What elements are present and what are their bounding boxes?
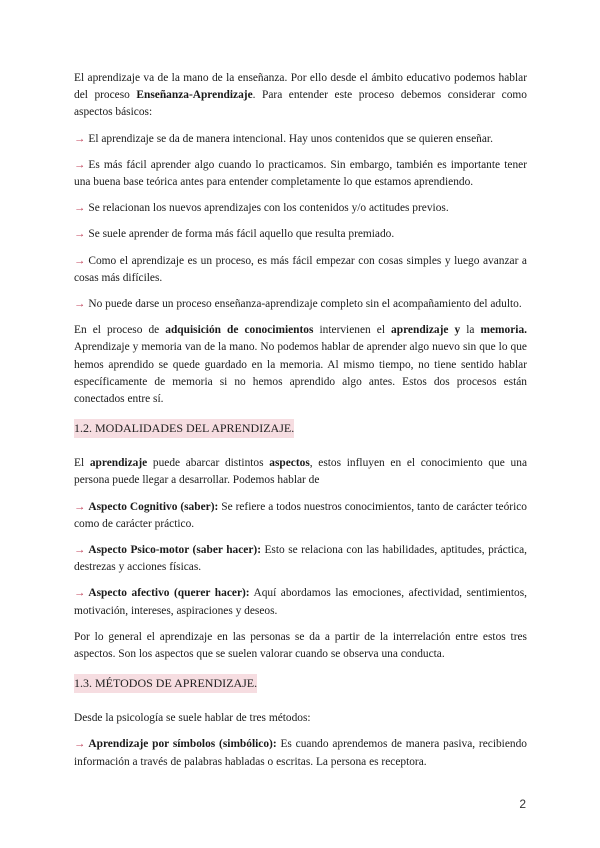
arrow-icon: →: [74, 254, 86, 267]
modalidades-intro: El aprendizaje puede abarcar distintos aspectos, estos influyen en el conocimiento que una persona puede llegar a desarrollar. Podemos hablar de: [74, 457, 527, 487]
method-item: → Aprendizaje por símbolos (simbólico): Es cuando aprendemos de manera pasiva, recibiendo información a través de palabras habladas o escritas. La persona es receptora.: [74, 738, 527, 768]
document-page: [74, 70, 527, 780]
arrow-icon: →: [74, 587, 86, 600]
aspect-item: → Aspecto Cognitivo (saber): Se refiere a todos nuestros conocimientos, tanto de carácter teórico como de carácter práctico.: [74, 500, 527, 530]
arrow-icon: →: [74, 228, 86, 241]
bullet-item: → Se suele aprender de forma más fácil aquello que resulta premiado.: [74, 228, 395, 241]
bullet-item: → Es más fácil aprender algo cuando lo practicamos. Sin embargo, también es importante tener una buena base teórica antes para entender completamente lo que estamos aprendiendo.: [74, 158, 527, 189]
bullet-item: → No puede darse un proceso enseñanza-aprendizaje completo sin el acompañamiento del adulto.: [74, 298, 522, 311]
acquisition-paragraph: En el proceso de adquisición de conocimientos intervienen el aprendizaje y la memoria. Aprendizaje y memoria van de la mano. No podemos hablar de aprender algo nuevo sin que lo que hemos aprendido se quede guardado en la memoria. Al mismo tiempo, no tiene sentido hablar específicamente de memoria si no hemos aprendido algo antes. Estos dos procesos están conectados entre sí.: [74, 324, 527, 406]
modalidades-closing: Por lo general el aprendizaje en las personas se da a partir de la interrelación entre estos tres aspectos. Son los aspectos que se suelen valorar cuando se observa una conducta.: [74, 630, 527, 661]
arrow-icon: →: [74, 500, 86, 513]
arrow-icon: →: [74, 544, 86, 557]
arrow-icon: →: [74, 202, 86, 215]
arrow-icon: →: [74, 298, 86, 311]
bullet-item: → Como el aprendizaje es un proceso, es más fácil empezar con cosas simples y luego avanzar a cosas más difíciles.: [74, 254, 527, 284]
intro-paragraph: El aprendizaje va de la mano de la enseñanza. Por ello desde el ámbito educativo podemos hablar del proceso Enseñanza-Aprendizaje. Para entender este proceso debemos considerar como aspectos básicos:: [74, 72, 527, 119]
arrow-icon: →: [74, 132, 86, 145]
metodos-intro: Desde la psicología se suele hablar de tres métodos:: [74, 712, 311, 725]
arrow-icon: →: [74, 738, 86, 751]
section-heading-metodos: 1.3. MÉTODOS DE APRENDIZAJE.: [74, 674, 257, 693]
bullet-item: → El aprendizaje se da de manera intencional. Hay unos contenidos que se quieren enseñar.: [74, 132, 493, 145]
aspect-item: → Aspecto Psico-motor (saber hacer): Esto se relaciona con las habilidades, aptitudes, práctica, destrezas y acciones físicas.: [74, 544, 527, 574]
section-heading-modalidades: 1.2. MODALIDADES DEL APRENDIZAJE.: [74, 419, 294, 438]
arrow-icon: →: [74, 158, 86, 171]
intro-bold-term: Enseñanza-Aprendizaje: [136, 89, 253, 102]
bullet-item: → Se relacionan los nuevos aprendizajes con los contenidos y/o actitudes previos.: [74, 202, 449, 215]
page-number: 2: [519, 797, 526, 811]
aspect-item: → Aspecto afectivo (querer hacer): Aquí abordamos las emociones, afectividad, sentimientos, motivación, intereses, aspiraciones y deseos.: [74, 587, 527, 617]
